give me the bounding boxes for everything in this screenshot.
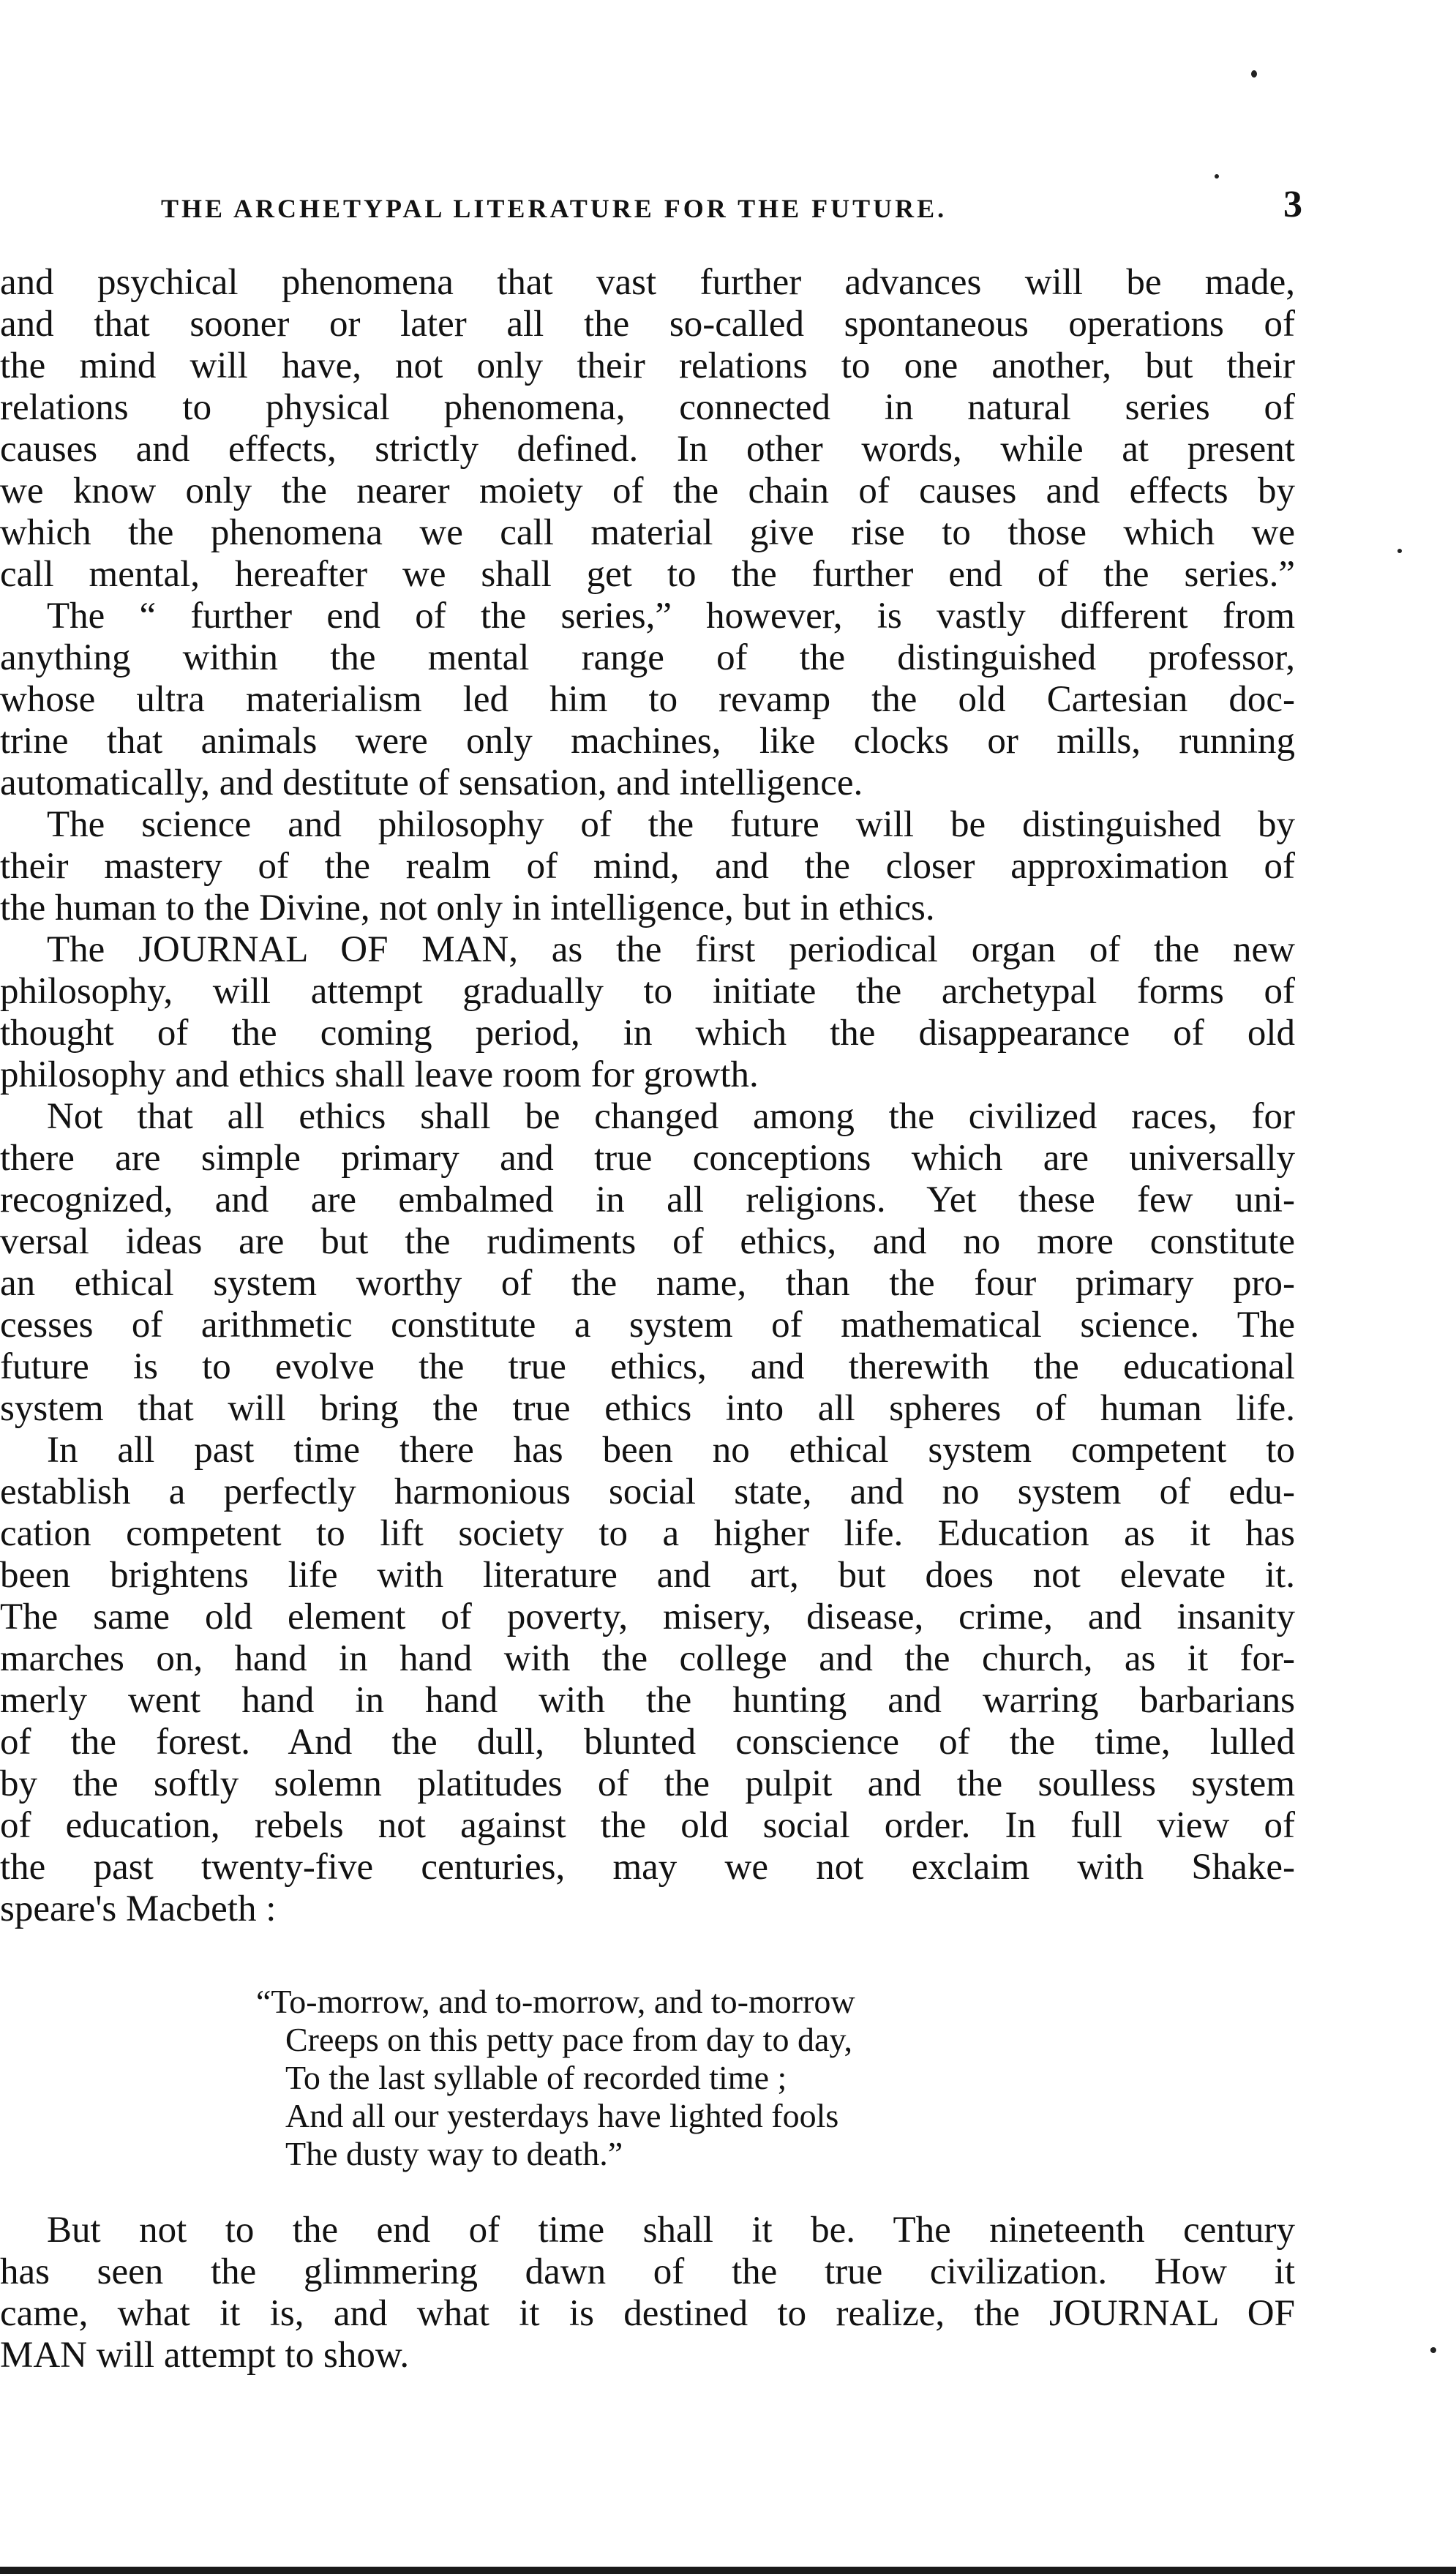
bottom-scan-edge [0,2567,1456,2574]
text-line: thought of the coming period, in which the disappearance of old [0,1013,1295,1054]
scan-speck [1251,70,1257,78]
text-line: call mental, hereafter we shall get to the further end of the series.” [0,554,1295,595]
text-line: Not that all ethics shall be changed among the civilized races, for [47,1096,1295,1137]
text-line: came, what it is, and what it is destined to realize, the JOURNAL OF [0,2293,1295,2334]
text-line: system that will bring the true ethics into all spheres of human life. [0,1388,1295,1429]
body-text [0,262,1295,1930]
text-line: In all past time there has been no ethical system competent to [47,1430,1295,1471]
quote-line: “To-morrow, and to-morrow, and to-morrow [256,1983,855,2020]
text-line: The “ further end of the series,” however, is vastly different from [47,596,1295,637]
scan-speck [1430,2347,1436,2353]
text-line: The science and philosophy of the future will be distinguished by [47,804,1295,845]
quote-line: The dusty way to death.” [285,2135,623,2172]
scan-speck [1397,549,1402,553]
running-title: THE ARCHETYPAL LITERATURE FOR THE FUTURE. [161,194,947,223]
quote-line: To the last syllable of recorded time ; [285,2059,787,2096]
text-line: the mind will have, not only their relations to one another, but their [0,345,1295,386]
text-line: marches on, hand in hand with the college and the church, as it for- [0,1638,1295,1679]
text-line: we know only the nearer moiety of the chain of causes and effects by [0,470,1295,511]
text-line: cation competent to lift society to a higher life. Education as it has [0,1513,1295,1554]
text-line: merly went hand in hand with the hunting and warring barbarians [0,1680,1295,1721]
text-line: the human to the Divine, not only in intelligence, but in ethics. [0,888,935,928]
text-line: automatically, and destitute of sensation, and intelligence. [0,762,863,803]
text-line: causes and effects, strictly defined. In other words, while at present [0,429,1295,470]
text-line: the past twenty-five centuries, may we not exclaim with Shake- [0,1847,1295,1888]
text-line: trine that animals were only machines, like clocks or mills, running [0,721,1295,762]
text-line: by the softly solemn platitudes of the pulpit and the soulless system [0,1763,1295,1804]
text-line: an ethical system worthy of the name, than the four primary pro- [0,1263,1295,1304]
text-line: their mastery of the realm of mind, and the closer approximation of [0,846,1295,887]
text-line: The JOURNAL OF MAN, as the first periodical organ of the new [47,929,1295,970]
text-line: been brightens life with literature and art, but does not elevate it. [0,1555,1295,1596]
page-header [161,183,1302,234]
text-line: speare's Macbeth : [0,1888,277,1929]
text-line: whose ultra materialism led him to revamp the old Cartesian doc- [0,679,1295,720]
text-line: versal ideas are but the rudiments of ethics, and no more constitute [0,1221,1295,1262]
text-line: has seen the glimmering dawn of the true civilization. How it [0,2251,1295,2292]
text-line: and psychical phenomena that vast further advances will be made, [0,262,1295,303]
text-line: establish a perfectly harmonious social state, and no system of edu- [0,1471,1295,1512]
text-line: of education, rebels not against the old social order. In full view of [0,1805,1295,1846]
text-line: relations to physical phenomena, connected in natural series of [0,387,1295,428]
text-line: anything within the mental range of the distinguished professor, [0,637,1295,678]
text-line: which the phenomena we call material give rise to those which we [0,512,1295,553]
text-line: MAN will attempt to show. [0,2335,410,2376]
text-line: philosophy, will attempt gradually to initiate the archetypal forms of [0,971,1295,1012]
text-line: cesses of arithmetic constitute a system of mathematical science. The [0,1305,1295,1346]
text-line: of the forest. And the dull, blunted conscience of the time, lulled [0,1722,1295,1763]
page-number: 3 [1283,184,1302,225]
text-line: and that sooner or later all the so-called spontaneous operations of [0,304,1295,345]
text-line: philosophy and ethics shall leave room for growth. [0,1054,759,1095]
macbeth-quotation [256,1983,1024,2173]
text-line: recognized, and are embalmed in all religions. Yet these few uni- [0,1179,1295,1220]
scan-speck [1215,174,1219,179]
quote-line: Creeps on this petty pace from day to day, [285,2021,852,2058]
text-line: future is to evolve the true ethics, and therewith the educational [0,1346,1295,1387]
text-line: But not to the end of time shall it be. The nineteenth century [47,2210,1295,2251]
text-line: The same old element of poverty, misery, disease, crime, and insanity [0,1596,1295,1637]
quote-line: And all our yesterdays have lighted fools [285,2097,839,2134]
closing-paragraph [0,2210,1295,2376]
text-line: there are simple primary and true conceptions which are universally [0,1138,1295,1179]
